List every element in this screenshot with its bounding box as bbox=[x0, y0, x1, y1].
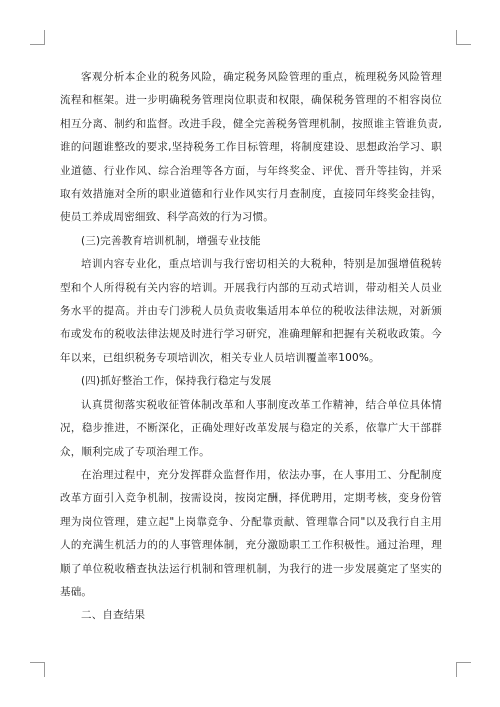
crop-mark-top-right bbox=[456, 30, 471, 45]
paragraph-reform: 认真贯彻落实税收征管体制改革和人事制度改革工作精神，结合单位具体情况，稳步推进，不断深化，正确处理好改革发展与稳定的关系，依靠广大干部群众，顺利完成了专项治理工作。 bbox=[60, 398, 442, 458]
section-heading-training: (三)完善教育培训机制，增强专业技能 bbox=[81, 234, 261, 247]
section-heading-self-check-results: 二、自查结果 bbox=[81, 609, 146, 622]
paragraph-governance: 在治理过程中，充分发挥群众监督作用，依法办事，在人事用工、分配制度改革方面引入竞争机制，按需设岗，按岗定酬，择优聘用，定期考核，变身份管理为岗位管理，建立起"上岗靠竞争、分配靠贡献、管理靠合同"以及我行自主用人的充满生机活力的的人事管理体制，充分激励职工工作积极性。通过治理，理顺了单位税收稽查执法运行机制和管理机制，为我行的进一步发展奠定了坚实的基础。 bbox=[60, 468, 442, 598]
paragraph-risk-analysis: 客观分析本企业的税务风险，确定税务风险管理的重点，梳理税务风险管理流程和框架。进一步明确税务管理岗位职责和权限，确保税务管理的不相容岗位相互分离、制约和监督。改进手段，健全完善税务管理机制，按照谁主管谁负责,谁的问题谁整改的要求,坚持税务工作目标管理，将制度建设、思想政治学习、职业道德、行业作风、综合治理等各方面，与年终奖金、评优、晋升等挂钩，并采取有效措施对全所的职业道德和行业作风实行月查制度，直接同年终奖金挂钩，使员工养成周密细致、科学高效的行为习惯。 bbox=[60, 71, 442, 224]
crop-mark-bottom-right bbox=[456, 662, 471, 677]
crop-mark-top-left bbox=[30, 30, 45, 45]
section-heading-rectification: (四)抓好整治工作，保持我行稳定与发展 bbox=[81, 375, 272, 388]
crop-mark-bottom-left bbox=[30, 662, 45, 677]
document-body bbox=[60, 66, 442, 628]
paragraph-training: 培训内容专业化，重点培训与我行密切相关的大税种，特别是加强增值税转型和个人所得税有关内容的培训。开展我行内部的互动式培训，带动相关人员业务水平的提高。并由专门涉税人员负责收集适用本单位的税收法律法规，对新颁布或发布的税收法律法规及时进行学习研究，准确理解和把握有关税收政策。今年以来，已组织税务专项培训次，相关专业人员培训覆盖率100%。 bbox=[60, 258, 442, 364]
